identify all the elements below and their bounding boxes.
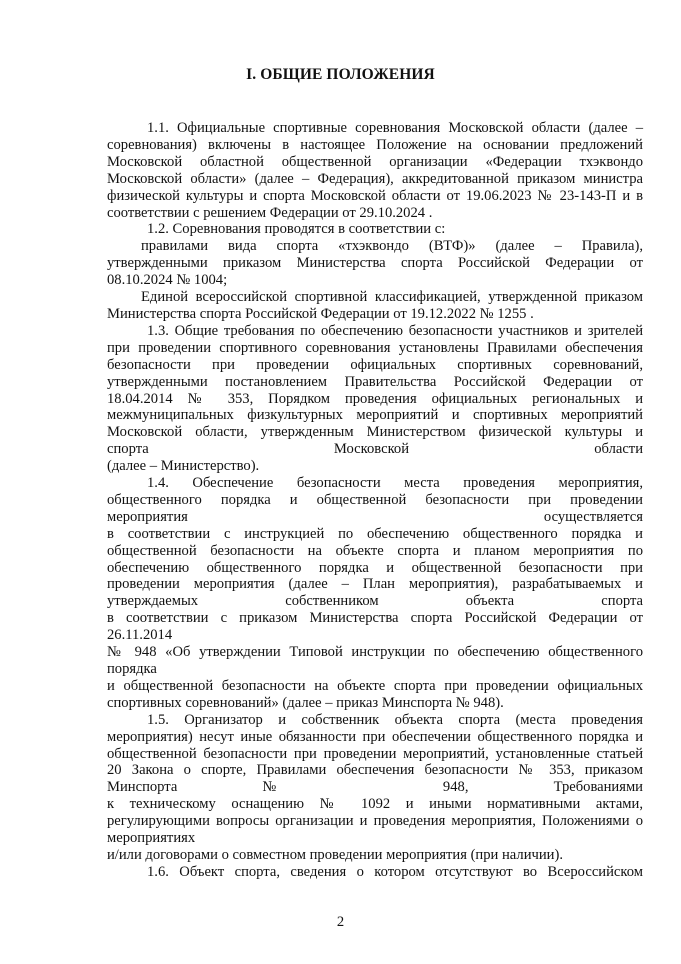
text-line: Московской областной общественной организации «Федерации тхэквондо [107, 153, 643, 170]
text-line: регулирующими вопросы организации и проведения мероприятия, Положениями о [107, 813, 643, 830]
text-line: соответствии с решением Федерации от 29.10.2024 . [107, 204, 433, 221]
text-line: спортивных соревнований» (далее – приказ Минспорта № 948). [107, 694, 504, 711]
text-line: 1.6. Объект спорта, сведения о котором отсутствуют во Всероссийском [147, 863, 643, 880]
text-line: (далее – Министерство). [107, 458, 260, 475]
text-line: к техническому оснащению № 1092 и иными нормативными актами, [107, 796, 643, 813]
text-line: в соответствии с приказом Министерства спорта Российской Федерации от [107, 610, 643, 627]
text-line: Министерства спорта Российской Федерации от 19.12.2022 № 1255 . [107, 305, 534, 322]
text-line: общественного порядка и общественной безопасности при проведении [107, 491, 643, 508]
text-line: 08.10.2024 № 1004; [107, 272, 228, 289]
text-line: мероприятия осуществляется [107, 508, 643, 525]
text-line: Московской области» (далее – Федерация), аккредитованной приказом министра [107, 170, 643, 187]
text-line: 1.2. Соревнования проводятся в соответствии с: [147, 221, 446, 238]
text-line: Московской области, утвержденным Министерством физической культуры и [107, 424, 643, 441]
text-line: 26.11.2014 [107, 627, 173, 644]
text-line: 1.1. Официальные спортивные соревнования Московской области (далее – [147, 120, 643, 136]
text-line: утверждаемых собственником объекта спорта [107, 593, 643, 610]
text-line: физической культуры и спорта Московской области от 19.06.2023 № 23-143-П и в [107, 187, 643, 204]
text-line: Единой всероссийской спортивной классификацией, утвержденной приказом [141, 289, 643, 306]
page-number: 2 [336, 914, 345, 930]
text-line: 1.3. Общие требования по обеспечению безопасности участников и зрителей [147, 322, 643, 339]
text-line: общественной безопасности при проведении мероприятий, установленные статьей [107, 745, 643, 762]
text-line: спорта Московской области [107, 441, 643, 458]
text-line: № 948 «Об утверждении Типовой инструкции по обеспечению общественного [107, 644, 643, 661]
text-line: проведении мероприятия (далее – План мероприятия), разрабатываемых и [107, 576, 643, 593]
text-line: в соответствии с инструкцией по обеспечению общественного порядка и [107, 525, 643, 542]
text-line: 18.04.2014 № 353, Порядком проведения официальных региональных и [107, 390, 643, 407]
document-body [107, 120, 643, 881]
text-line: межмуниципальных физкультурных мероприятий и спортивных мероприятий [107, 407, 643, 424]
text-line: безопасности при проведении официальных спортивных соревнований, [107, 356, 643, 373]
text-line: и общественной безопасности на объекте спорта при проведении официальных [107, 677, 643, 694]
text-line: мероприятиях [107, 830, 196, 847]
text-line: и/или договорами о совместном проведении мероприятия (при наличии). [107, 846, 563, 863]
text-line: порядка [107, 661, 157, 677]
text-line: утвержденными приказом Министерства спорта Российской Федерации от [107, 255, 643, 272]
text-line: мероприятия) несут иные обязанности при обеспечении общественного порядка и [107, 728, 643, 745]
text-line: соревнования) включены в настоящее Положение на основании предложений [107, 136, 643, 153]
text-line: 1.4. Обеспечение безопасности места проведения мероприятия, [147, 475, 643, 492]
text-line: утвержденными постановлением Правительства Российской Федерации от [107, 373, 643, 390]
text-line: 20 Закона о спорте, Правилами обеспечения безопасности № 353, приказом [107, 762, 643, 779]
text-line: общественной безопасности на объекте спорта и планом мероприятия по [107, 542, 643, 559]
text-line: правилами вида спорта «тхэквондо (ВТФ)» (далее – Правила), [141, 238, 643, 255]
text-line: Минспорта № 948, Требованиями [107, 779, 643, 796]
text-line: обеспечению общественного порядка и общественной безопасности при [107, 559, 643, 576]
text-line: 1.5. Организатор и собственник объекта спорта (места проведения [147, 711, 643, 728]
section-heading: I. ОБЩИЕ ПОЛОЖЕНИЯ [246, 66, 435, 83]
text-line: при проведении спортивного соревнования установлены Правилами обеспечения [107, 339, 643, 356]
